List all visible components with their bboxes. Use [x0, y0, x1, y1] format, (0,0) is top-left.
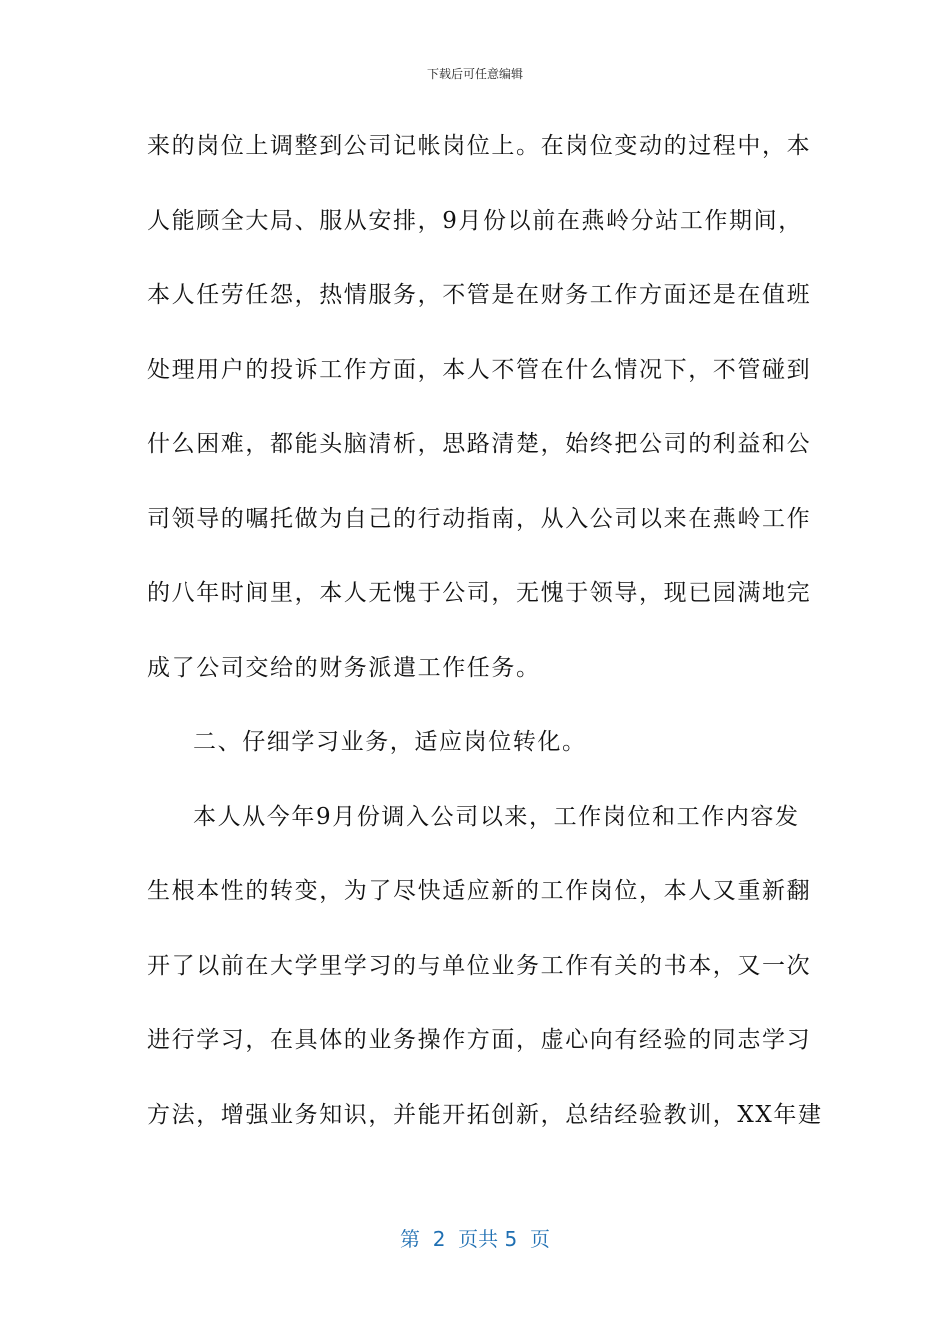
- body-line: 方法，增强业务知识，并能开拓创新，总结经验教训，XX年建: [147, 1101, 823, 1128]
- body-line: 的八年时间里，本人无愧于公司，无愧于领导，现已园满地完: [147, 580, 812, 606]
- body-line: 本人任劳任怨，热情服务，不管是在财务工作方面还是在值班: [147, 282, 812, 308]
- body-line: 来的岗位上调整到公司记帐岗位上。在岗位变动的过程中，本: [147, 133, 812, 159]
- body-line: 处理用户的投诉工作方面，本人不管在什么情况下，不管碰到: [147, 356, 812, 383]
- body-line: 本人从今年9月份调入公司以来，工作岗位和工作内容发: [193, 803, 800, 830]
- body-line: 开了以前在大学里学习的与单位业务工作有关的书本，又一次: [147, 952, 812, 979]
- body-line: 什么困难，都能头脑清析，思路清楚，始终把公司的利益和公: [147, 431, 812, 457]
- page-number: 第 2 页共 5 页: [400, 1227, 550, 1251]
- section-heading: 二、仔细学习业务，适应岗位转化。: [193, 729, 587, 755]
- page-header-note: 下载后可任意编辑: [426, 67, 523, 81]
- body-line: 人能顾全大局、服从安排，9月份以前在燕岭分站工作期间，: [147, 207, 803, 234]
- body-line: 成了公司交给的财务派遣工作任务。: [147, 654, 541, 681]
- body-line: 进行学习，在具体的业务操作方面，虚心向有经验的同志学习: [147, 1027, 812, 1053]
- body-line: 司领导的嘱托做为自己的行动指南，从入公司以来在燕岭工作: [147, 505, 812, 532]
- document-body: [147, 122, 823, 1165]
- body-line: 生根本性的转变，为了尽快适应新的工作岗位，本人又重新翻: [147, 878, 812, 904]
